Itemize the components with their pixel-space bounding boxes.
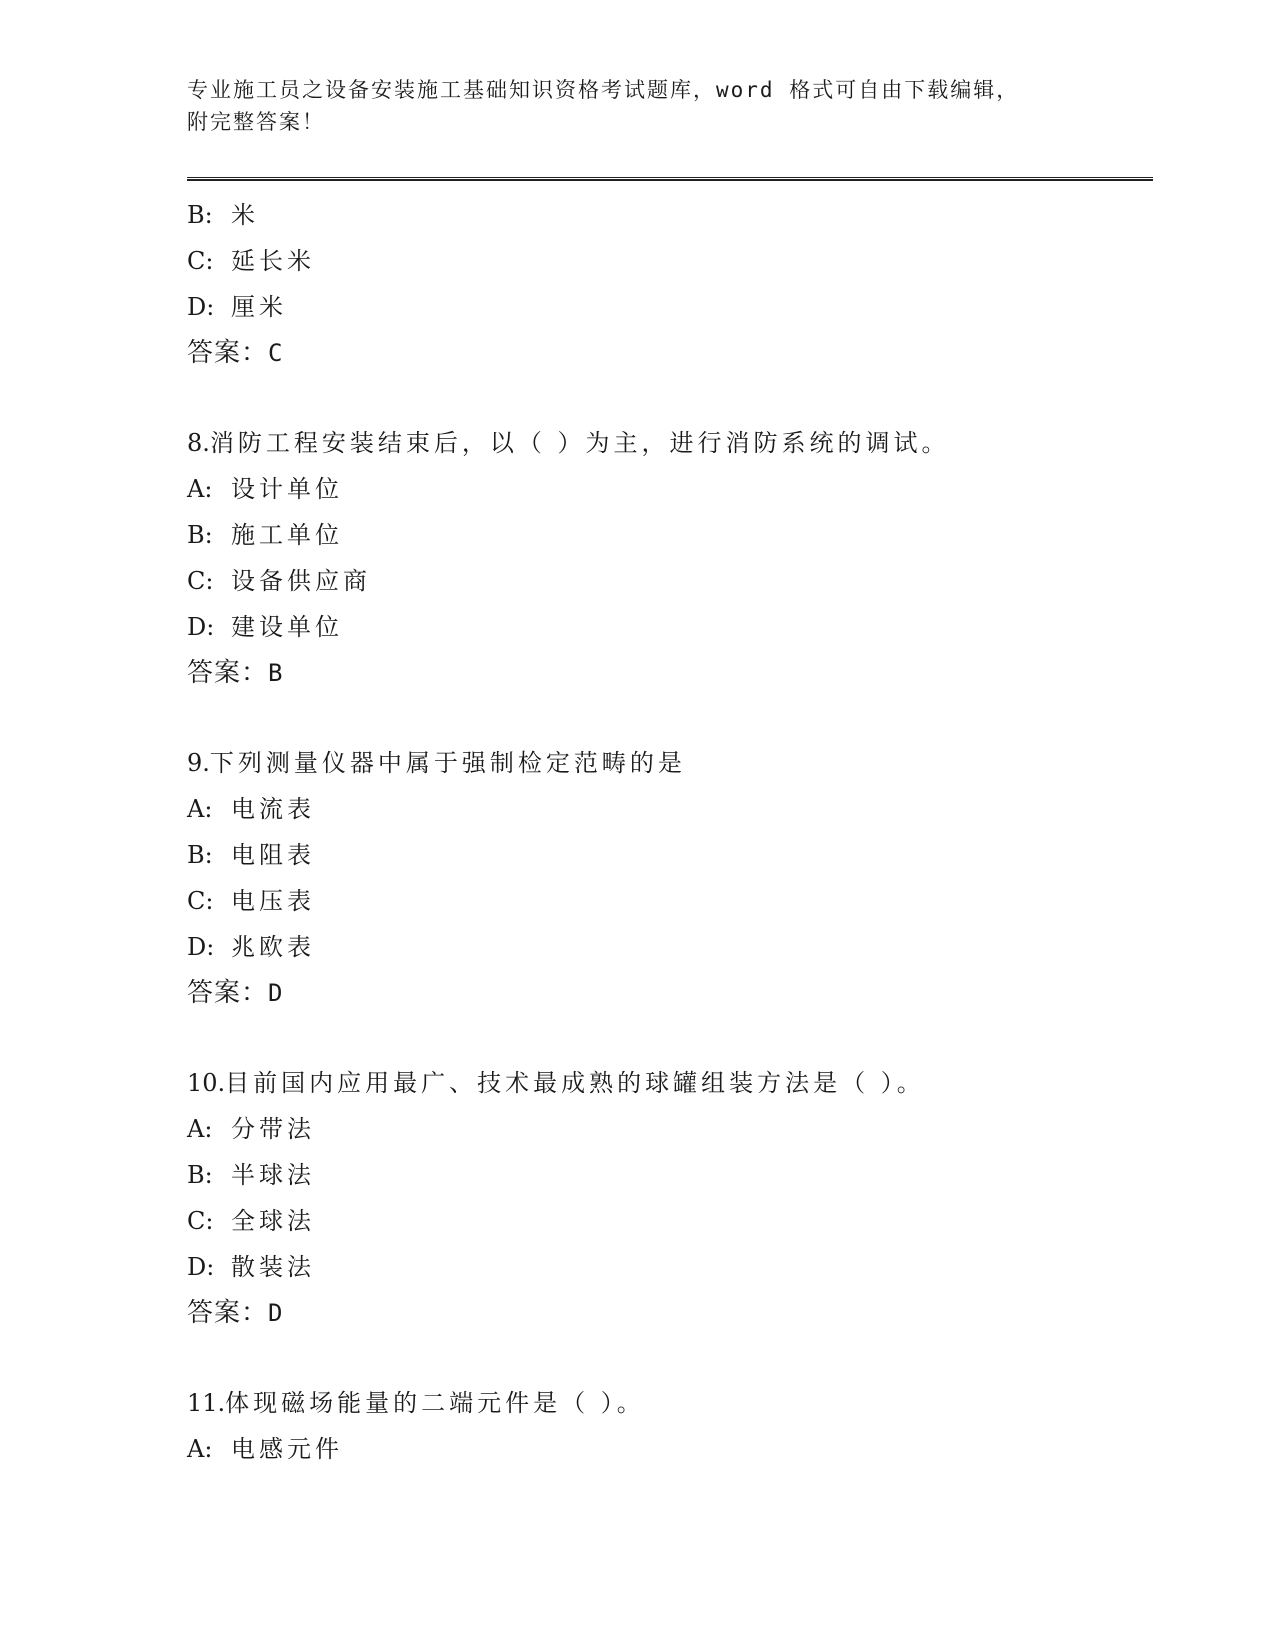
option-d: D: 建设单位 (187, 613, 343, 641)
header-line-2: 附完整答案！ (187, 110, 325, 134)
header-line-1: 专业施工员之设备安装施工基础知识资格考试题库，word 格式可自由下载编辑， (187, 78, 1020, 102)
option-b: B: 米 (187, 201, 259, 229)
header-divider (187, 177, 1153, 181)
question-stem: 9.下列测量仪器中属于强制检定范畴的是 (187, 749, 686, 777)
question-stem: 8.消防工程安装结束后，以（ ）为主，进行消防系统的调试。 (187, 429, 950, 457)
option-c: C: 延长米 (187, 247, 315, 275)
option-d: D: 兆欧表 (187, 933, 315, 961)
question-9 (187, 740, 1147, 1016)
option-a: A: 电流表 (187, 795, 315, 823)
option-c: C: 电压表 (187, 887, 315, 915)
option-b: B: 电阻表 (187, 841, 315, 869)
question-8 (187, 420, 1147, 696)
option-a: A: 电感元件 (187, 1435, 343, 1463)
question-11 (187, 1380, 1147, 1472)
option-b: B: 施工单位 (187, 521, 343, 549)
option-d: D: 散装法 (187, 1253, 315, 1281)
document-header (187, 74, 1067, 138)
question-stem: 10.目前国内应用最广、技术最成熟的球罐组装方法是（ ）。 (187, 1069, 925, 1097)
answer-line: 答案：D (187, 978, 284, 1008)
question-list (187, 192, 1147, 1472)
option-b: B: 半球法 (187, 1161, 315, 1189)
option-a: A: 设计单位 (187, 475, 343, 503)
answer-line: 答案：B (187, 658, 284, 688)
answer-line: 答案：C (187, 338, 284, 368)
answer-line: 答案：D (187, 1298, 284, 1328)
question-stem: 11.体现磁场能量的二端元件是（ ）。 (187, 1389, 645, 1417)
option-d: D: 厘米 (187, 293, 287, 321)
question-7-continued (187, 192, 1147, 376)
option-c: C: 全球法 (187, 1207, 315, 1235)
question-10 (187, 1060, 1147, 1336)
option-c: C: 设备供应商 (187, 567, 371, 595)
option-a: A: 分带法 (187, 1115, 315, 1143)
